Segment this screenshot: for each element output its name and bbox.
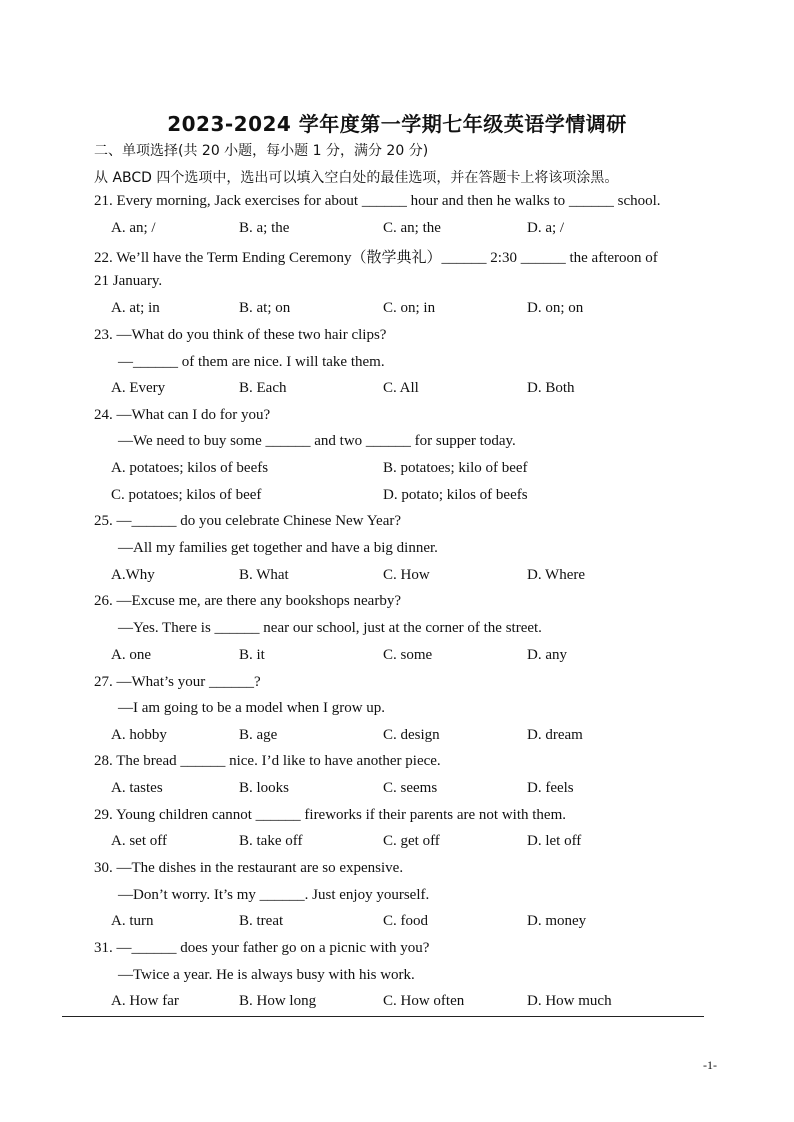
question-30-stem: 30. —The dishes in the restaurant are so expensive. — [94, 860, 404, 876]
q22-option-b: B. at; on — [239, 300, 291, 316]
q23-option-a: A. Every — [111, 380, 166, 396]
question-25-stem: 25. —______ do you celebrate Chinese New Year? — [94, 513, 402, 529]
q24-option-a: A. potatoes; kilos of beefs — [111, 460, 269, 476]
q28-option-c: C. seems — [383, 780, 438, 796]
question-27-answer-line: —I am going to be a model when I grow up. — [118, 700, 386, 716]
q22-option-c: C. on; in — [383, 300, 436, 316]
q29-option-d: D. let off — [527, 833, 582, 849]
question-26-stem: 26. —Excuse me, are there any bookshops nearby? — [94, 593, 401, 609]
bottom-divider — [62, 1016, 704, 1017]
q26-option-c: C. some — [383, 647, 433, 663]
question-22-stem: 22. We’ll have the Term Ending Ceremony（散学典礼）______ 2:30 ______ the afteroon of — [94, 250, 658, 266]
q21-option-d: D. a; / — [527, 220, 565, 236]
q25-option-a: A.Why — [111, 567, 155, 583]
q25-option-d: D. Where — [527, 567, 586, 583]
q26-option-b: B. it — [239, 647, 265, 663]
q27-option-b: B. age — [239, 727, 278, 743]
q30-option-c: C. food — [383, 913, 428, 929]
q23-option-c: C. All — [383, 380, 419, 396]
question-23-answer-line: —______ of them are nice. I will take them. — [118, 354, 385, 370]
q27-option-a: A. hobby — [111, 727, 167, 743]
q23-option-b: B. Each — [239, 380, 287, 396]
q21-option-b: B. a; the — [239, 220, 290, 236]
q21-option-c: C. an; the — [383, 220, 441, 236]
question-31-stem: 31. —______ does your father go on a picnic with you? — [94, 940, 430, 956]
section-instruction: 从 ABCD 四个选项中，选出可以填入空白处的最佳选项，并在答题卡上将该项涂黑。 — [94, 170, 619, 186]
question-31-answer-line: —Twice a year. He is always busy with his work. — [118, 967, 415, 983]
q22-option-d: D. on; on — [527, 300, 584, 316]
q29-option-b: B. take off — [239, 833, 303, 849]
q31-option-b: B. How long — [239, 993, 317, 1009]
q30-option-d: D. money — [527, 913, 587, 929]
question-26-answer-line: —Yes. There is ______ near our school, just at the corner of the street. — [118, 620, 542, 636]
q27-option-c: C. design — [383, 727, 440, 743]
question-24-stem: 24. —What can I do for you? — [94, 407, 271, 423]
q29-option-a: A. set off — [111, 833, 167, 849]
q22-option-a: A. at; in — [111, 300, 160, 316]
q28-option-d: D. feels — [527, 780, 574, 796]
page-number: -1- — [703, 1058, 717, 1072]
q28-option-b: B. looks — [239, 780, 290, 796]
q21-option-a: A. an; / — [111, 220, 156, 236]
question-22-stem-cont: 21 January. — [94, 273, 163, 289]
q25-option-b: B. What — [239, 567, 289, 583]
q29-option-c: C. get off — [383, 833, 440, 849]
question-30-answer-line: —Don’t worry. It’s my ______. Just enjoy yourself. — [118, 887, 430, 903]
question-23-stem: 23. —What do you think of these two hair clips? — [94, 327, 387, 343]
section-heading: 二、单项选择(共 20 小题，每小题 1 分，满分 20 分) — [94, 143, 429, 159]
question-27-stem: 27. —What’s your ______? — [94, 674, 261, 690]
question-28-stem: 28. The bread ______ nice. I’d like to have another piece. — [94, 753, 441, 769]
q31-option-a: A. How far — [111, 993, 179, 1009]
question-24-answer-line: —We need to buy some ______ and two ______ for supper today. — [118, 433, 516, 449]
question-21-stem: 21. Every morning, Jack exercises for about ______ hour and then he walks to ______ school. — [94, 193, 661, 209]
q24-option-c: C. potatoes; kilos of beef — [111, 487, 262, 503]
q30-option-a: A. turn — [111, 913, 154, 929]
q31-option-c: C. How often — [383, 993, 465, 1009]
q24-option-b: B. potatoes; kilo of beef — [383, 460, 528, 476]
q28-option-a: A. tastes — [111, 780, 163, 796]
q23-option-d: D. Both — [527, 380, 575, 396]
q27-option-d: D. dream — [527, 727, 583, 743]
q24-option-d: D. potato; kilos of beefs — [383, 487, 528, 503]
page-title: 2023-2024 学年度第一学期七年级英语学情调研 — [167, 112, 627, 136]
q26-option-a: A. one — [111, 647, 151, 663]
q26-option-d: D. any — [527, 647, 567, 663]
q31-option-d: D. How much — [527, 993, 612, 1009]
question-25-answer-line: —All my families get together and have a big dinner. — [118, 540, 438, 556]
q30-option-b: B. treat — [239, 913, 284, 929]
q25-option-c: C. How — [383, 567, 430, 583]
question-29-stem: 29. Young children cannot ______ fireworks if their parents are not with them. — [94, 807, 566, 823]
